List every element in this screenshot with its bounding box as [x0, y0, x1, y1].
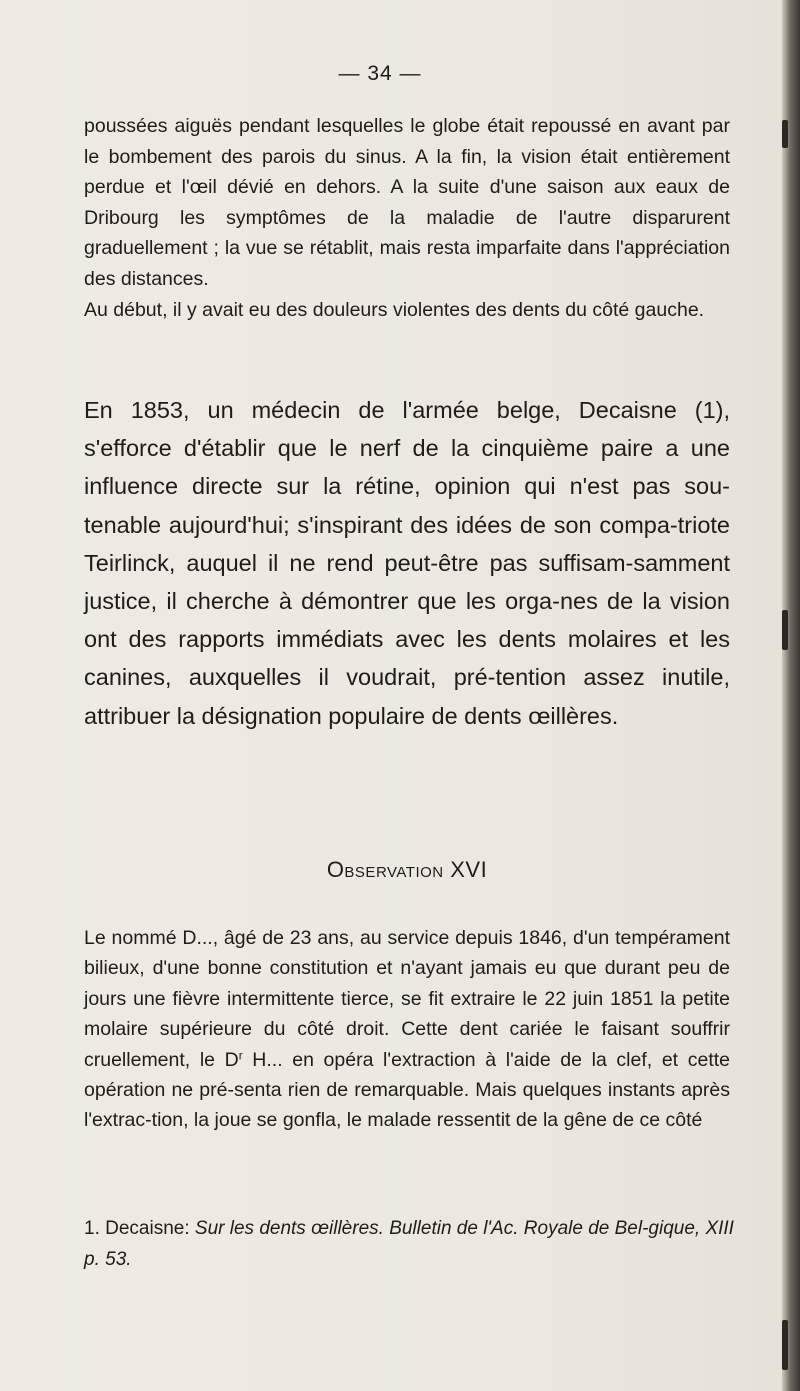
footnote [84, 1214, 734, 1275]
paragraph-debut: Au début, il y avait eu des douleurs violentes des dents du côté gauche. [84, 299, 705, 321]
doctor-abbrev-superscript: r [238, 1049, 243, 1063]
footnote-ref: 1. Decaisne: [84, 1218, 195, 1239]
footnote-citation: Sur les dents œillères. Bulletin de l'Ac. Royale de Bel-gique, XIII p. 53. [84, 1218, 734, 1270]
observation-text-start: Le nommé D..., âgé de 23 ans, au service depuis 1846, d'un tempérament bilieux, d'une bonne constitution et n'ayant jamais eu que durant peu de jours une fièvre intermittente tierce, se fit extraire le 22 juin 1851 la petite molaire supérieure du côté droit. Cette dent cariée le faisant souffrir cruellement, le D [84, 927, 730, 1071]
edge-tick [782, 1320, 788, 1370]
edge-tick [782, 120, 788, 148]
observation-heading: Observation XVI [326, 857, 488, 882]
page-edge-shadow [782, 0, 800, 1391]
paragraph-continuation: poussées aiguës pendant lesquelles le globe était repoussé en avant par le bombement des parois du sinus. A la fin, la vision était entièrement perdue et l'œil dévié en dehors. A la suite d'une saison aux eaux de Dribourg les symptômes de la maladie de l'autre disparurent graduellement ; la vue se rétablit, mais resta imparfaite dans l'appréciation des distances. [84, 115, 730, 290]
edge-tick [782, 610, 788, 650]
observation-text-end: H... en opéra l'extraction à l'aide de la clef, et cette opération ne pré-senta rien de remarquable. Mais quelques instants après l'extrac-tion, la joue se gonfla, le malade ressentit de la gêne de ce côté [84, 1048, 730, 1132]
paragraph-decaisne: En 1853, un médecin de l'armée belge, Decaisne (1), s'efforce d'établir que le nerf de la cinquième paire a une influence directe sur la rétine, opinion qui n'est pas sou-tenable aujourd'hui; s'inspirant des idées de son compa-triote Teirlinck, auquel il ne rend peut-être pas suffisam-samment justice, il cherche à démontrer que les orga-nes de la vision ont des rapports immédiats avec les dents molaires et les canines, auxquelles il voudrait, pré-tention assez inutile, attribuer la désignation populaire de dents œillères. [84, 397, 730, 729]
page-number: — 34 — [338, 62, 422, 85]
observation-paragraph [84, 923, 730, 1136]
